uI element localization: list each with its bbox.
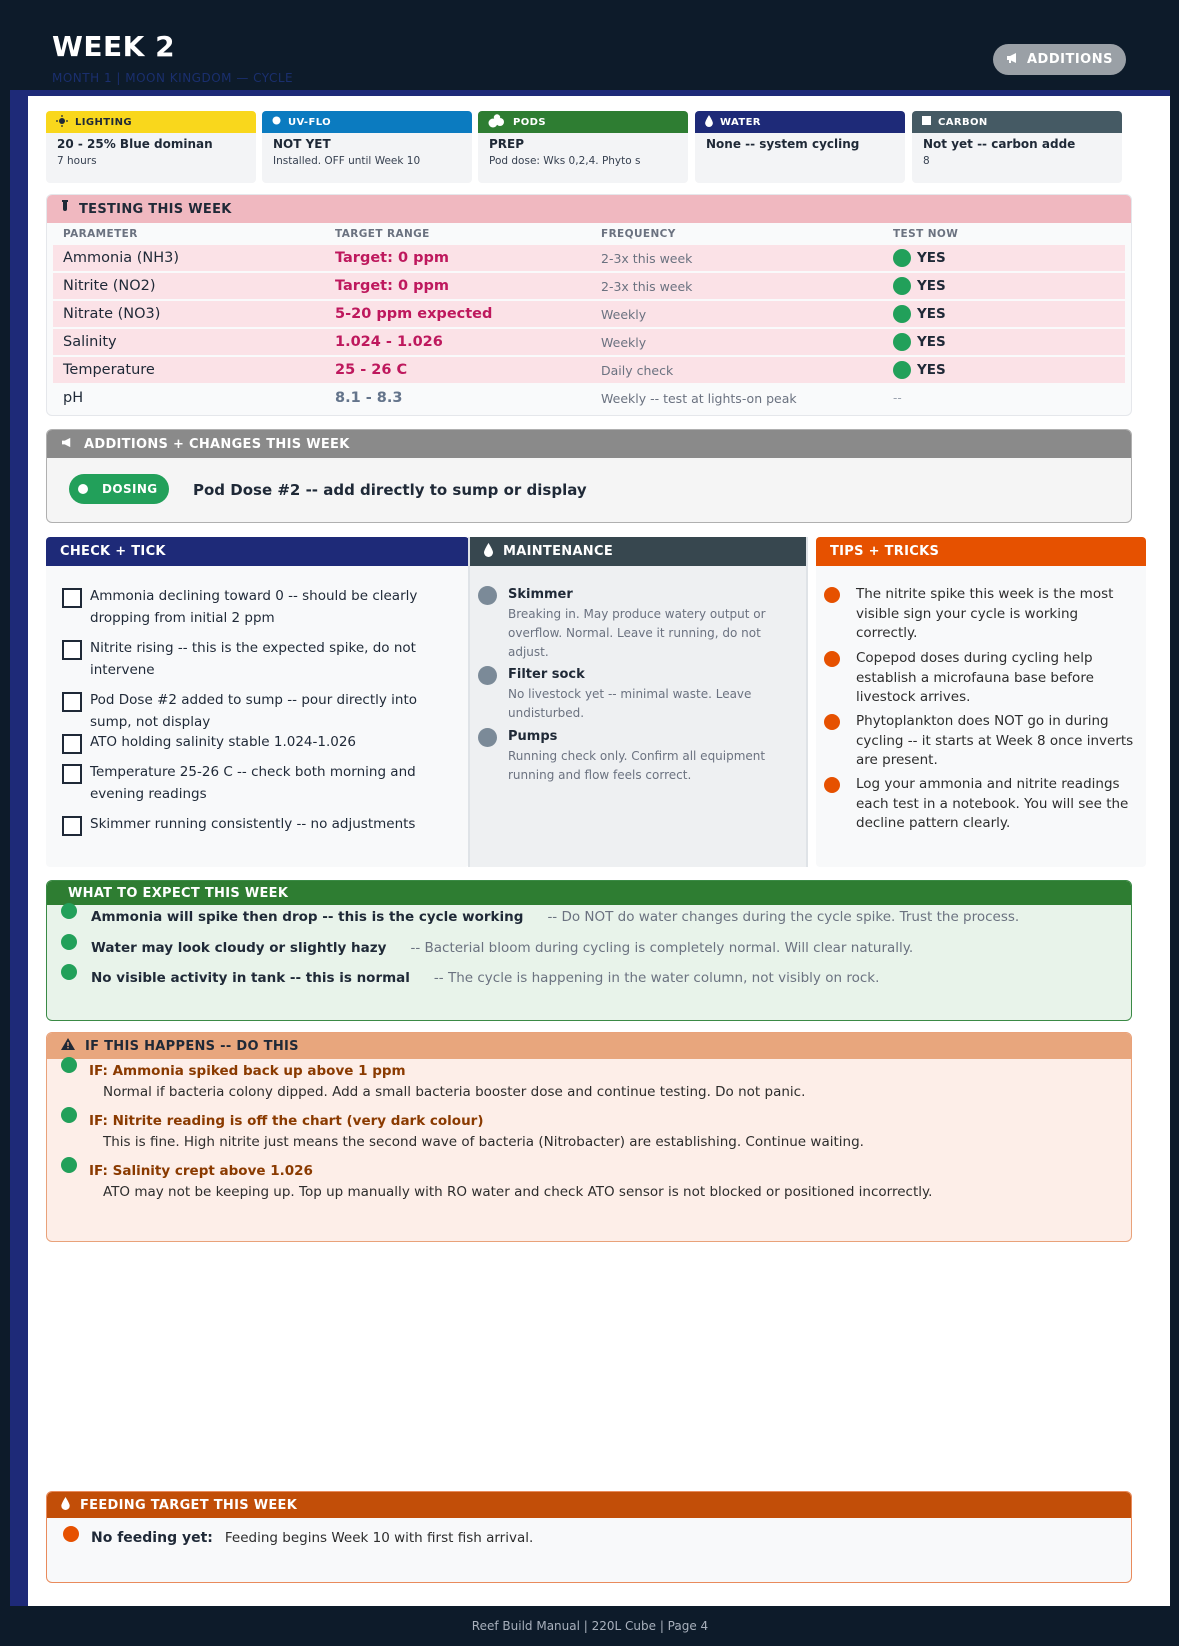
- if-this-section: [46, 1032, 1132, 1242]
- target-cell: 5-20 ppm expected: [335, 306, 493, 322]
- checklist-item[interactable]: [62, 585, 462, 629]
- maintenance-header: [470, 537, 806, 566]
- status-card-value: PREP: [489, 137, 525, 151]
- status-card-sub: 7 hours: [57, 155, 97, 167]
- test-now-cell: [893, 277, 946, 295]
- status-card-header: [478, 111, 688, 133]
- bullet-dot-icon: [478, 586, 497, 605]
- checkbox-icon[interactable]: [62, 588, 82, 608]
- table-row: [53, 245, 1125, 271]
- status-card-sub: Installed. OFF until Week 10: [273, 155, 421, 167]
- test-now-cell: [893, 361, 946, 379]
- expect-item-desc: -- Do NOT do water changes during the cycle spike. Trust the process.: [547, 909, 1020, 925]
- checkbox-icon[interactable]: [62, 640, 82, 660]
- tip-item-text: The nitrite spike this week is the most visible sign your cycle is working correctly.: [856, 586, 1114, 641]
- maintenance-item-title: Filter sock: [508, 667, 585, 682]
- checklist-item-label: Skimmer running consistently -- no adjustments: [90, 816, 416, 832]
- maintenance-title: MAINTENANCE: [503, 544, 614, 559]
- checklist-title: CHECK + TICK: [60, 544, 166, 559]
- status-card-label: UV-FLO: [288, 116, 332, 128]
- additions-button[interactable]: [993, 44, 1126, 75]
- tip-item-text: Log your ammonia and nitrite readings each test in a notebook. You will see the decline pattern clearly.: [856, 776, 1129, 831]
- test-now-cell: [893, 305, 946, 323]
- dosing-badge: [69, 474, 169, 504]
- tip-item: [824, 649, 1134, 708]
- bullet-dot-icon: [824, 777, 840, 793]
- status-card-header: [912, 111, 1122, 133]
- status-dot-icon: [893, 277, 911, 295]
- bullet-dot-icon: [61, 934, 77, 950]
- feeding-header: [47, 1492, 1131, 1518]
- target-cell: 25 - 26 C: [335, 362, 408, 378]
- maintenance-item: [478, 727, 778, 785]
- target-cell: 8.1 - 8.3: [335, 390, 403, 406]
- if-condition: IF: Nitrite reading is off the chart (very dark colour): [89, 1113, 484, 1129]
- page-title: WEEK 2: [52, 30, 176, 63]
- target-cell: 1.024 - 1.026: [335, 334, 443, 350]
- checklist-column: [46, 537, 469, 867]
- frequency-cell: Weekly -- test at lights-on peak: [601, 390, 797, 406]
- parameter-cell: Temperature: [63, 362, 155, 378]
- status-card-water: [695, 111, 905, 183]
- checklist-item[interactable]: [62, 813, 462, 835]
- test-now-cell: [893, 333, 946, 351]
- status-card-lighting: [46, 111, 256, 183]
- target-cell: Target: 0 ppm: [335, 278, 449, 294]
- test-now-label: --: [893, 391, 902, 405]
- frequency-cell: 2-3x this week: [601, 278, 693, 294]
- testing-title: TESTING THIS WEEK: [79, 201, 232, 217]
- expect-item-bold: Water may look cloudy or slightly hazy: [91, 940, 387, 956]
- if-action: Normal if bacteria colony dipped. Add a small bacteria booster dose and continue testing. Do not panic.: [103, 1084, 806, 1100]
- tip-item: [824, 585, 1134, 644]
- tip-item-text: Phytoplankton does NOT go in during cycling -- it starts at Week 8 once inverts are present.: [856, 713, 1134, 768]
- testing-header: [47, 195, 1131, 223]
- checklist-item-label: ATO holding salinity stable 1.024-1.026: [90, 734, 357, 750]
- maintenance-item: [478, 585, 778, 662]
- status-card-value: Not yet -- carbon adde: [923, 137, 1076, 151]
- frequency-cell: Weekly: [601, 334, 647, 350]
- checkbox-icon[interactable]: [62, 734, 82, 754]
- test-now-label: YES: [917, 334, 946, 350]
- if-this-header: [47, 1033, 1131, 1059]
- sun-icon: [56, 115, 68, 130]
- feeding-section: [46, 1491, 1132, 1583]
- test-now-label: YES: [917, 306, 946, 322]
- parameter-cell: Nitrite (NO2): [63, 278, 156, 294]
- status-card-header: [262, 111, 472, 133]
- tips-title: TIPS + TRICKS: [830, 544, 940, 559]
- pods-icon: [488, 114, 506, 131]
- status-card-label: CARBON: [938, 116, 988, 128]
- table-row: [53, 329, 1125, 355]
- if-condition: IF: Ammonia spiked back up above 1 ppm: [89, 1063, 406, 1079]
- checklist-item-label: Temperature 25-26 C -- check both morning and evening readings: [90, 764, 416, 802]
- left-accent-bar: [10, 96, 28, 1606]
- expect-item: [61, 909, 1019, 925]
- status-card-header: [46, 111, 256, 133]
- additions-header: [47, 430, 1131, 458]
- feeding-bold: No feeding yet:: [91, 1530, 213, 1546]
- checklist-item-label: Ammonia declining toward 0 -- should be clearly dropping from initial 2 ppm: [90, 588, 418, 626]
- frequency-cell: Daily check: [601, 362, 674, 378]
- checklist-item[interactable]: [62, 731, 462, 753]
- expect-item: [61, 970, 879, 986]
- frequency-cell: 2-3x this week: [601, 250, 693, 266]
- status-card-sub: Pod dose: Wks 0,2,4. Phyto s: [489, 155, 641, 167]
- column-header: PARAMETER: [63, 228, 138, 240]
- tip-item-text: Copepod doses during cycling help establish a microfauna base before livestock arrives.: [856, 650, 1094, 705]
- status-card-carbon: [912, 111, 1122, 183]
- bullet-dot-icon: [61, 964, 77, 980]
- page-subtitle: MONTH 1 | MOON KINGDOM — CYCLE: [52, 71, 294, 85]
- bullet-dot-icon: [61, 1057, 77, 1073]
- if-action: This is fine. High nitrite just means the second wave of bacteria (Nitrobacter) are establishing. Continue waiting.: [103, 1134, 864, 1150]
- status-card-sub: 8: [923, 155, 930, 167]
- parameter-cell: pH: [63, 390, 84, 406]
- table-row: [53, 357, 1125, 383]
- status-dot-icon: [893, 305, 911, 323]
- expect-item-bold: No visible activity in tank -- this is normal: [91, 970, 410, 986]
- tips-header: [816, 537, 1146, 566]
- bullet-dot-icon: [63, 1526, 79, 1542]
- additions-button-label: ADDITIONS: [1027, 52, 1113, 67]
- testing-table-body: [47, 245, 1131, 411]
- additions-section: [46, 429, 1132, 523]
- additions-title: ADDITIONS + CHANGES THIS WEEK: [84, 436, 350, 452]
- maintenance-item-desc: No livestock yet -- minimal waste. Leave undisturbed.: [508, 687, 752, 720]
- additions-text: Pod Dose #2 -- add directly to sump or display: [193, 481, 587, 499]
- status-card-value: None -- system cycling: [706, 137, 860, 151]
- status-card-sub: [695, 151, 905, 155]
- bullet-dot-icon: [61, 903, 77, 919]
- megaphone-icon: [61, 437, 74, 452]
- tip-item: [824, 775, 1134, 834]
- bullet-dot-icon: [824, 587, 840, 603]
- checkbox-icon[interactable]: [62, 816, 82, 836]
- droplet-icon: [484, 543, 493, 561]
- if-action: ATO may not be keeping up. Top up manually with RO water and check ATO sensor is not blocked or positioned incorrectly.: [103, 1184, 933, 1200]
- target-cell: Target: 0 ppm: [335, 250, 449, 266]
- status-card-label: WATER: [720, 116, 761, 128]
- column-header: TEST NOW: [893, 228, 959, 240]
- bullet-dot-icon: [824, 651, 840, 667]
- testing-section: [46, 194, 1132, 416]
- parameter-cell: Salinity: [63, 334, 117, 350]
- test-now-label: YES: [917, 250, 946, 266]
- tips-column: [816, 537, 1146, 867]
- checklist-item[interactable]: [62, 637, 462, 681]
- expect-title: WHAT TO EXPECT THIS WEEK: [68, 885, 289, 901]
- maintenance-item: [478, 665, 778, 723]
- megaphone-icon: [1006, 52, 1020, 68]
- status-dot-icon: [893, 249, 911, 267]
- checklist-item-label: Pod Dose #2 added to sump -- pour directly into sump, not display: [90, 692, 418, 730]
- status-card-value: NOT YET: [273, 137, 331, 151]
- uv-dot-icon: [272, 116, 281, 128]
- bullet-dot-icon: [61, 1157, 77, 1173]
- expect-item-desc: -- The cycle is happening in the water column, not visibly on rock.: [433, 970, 880, 986]
- bullet-dot-icon: [824, 714, 840, 730]
- status-card-label: LIGHTING: [75, 116, 132, 128]
- expect-item-bold: Ammonia will spike then drop -- this is the cycle working: [91, 909, 524, 925]
- checkbox-icon[interactable]: [62, 692, 82, 712]
- status-card-uv-flo: [262, 111, 472, 183]
- status-dot-icon: [893, 333, 911, 351]
- status-dot-icon: [893, 361, 911, 379]
- tip-item: [824, 712, 1134, 771]
- page-header: [10, 0, 1170, 96]
- checklist-item[interactable]: [62, 761, 462, 805]
- maintenance-item-title: Skimmer: [508, 587, 573, 602]
- table-row: [53, 385, 1125, 411]
- checklist-header: [46, 537, 469, 566]
- bullet-dot-icon: [61, 1107, 77, 1123]
- parameter-cell: Ammonia (NH3): [63, 250, 180, 266]
- bullet-dot-icon: [478, 666, 497, 685]
- status-card-pods: [478, 111, 688, 183]
- status-card-header: [695, 111, 905, 133]
- feeding-line: [63, 1530, 533, 1546]
- if-this-title: IF THIS HAPPENS -- DO THIS: [85, 1038, 299, 1054]
- status-card-label: PODS: [513, 116, 546, 128]
- testing-table-header: [47, 223, 1131, 245]
- maintenance-column: [468, 537, 808, 867]
- test-now-label: YES: [917, 278, 946, 294]
- checkbox-icon[interactable]: [62, 764, 82, 784]
- status-card-value: 20 - 25% Blue dominan: [57, 137, 213, 151]
- dot-icon: [78, 484, 88, 494]
- page-footer: Reef Build Manual | 220L Cube | Page 4: [10, 1606, 1170, 1646]
- test-now-label: YES: [917, 362, 946, 378]
- feeding-text: Feeding begins Week 10 with first fish arrival.: [224, 1530, 534, 1546]
- dosing-badge-label: DOSING: [102, 482, 158, 496]
- test-now-cell: [893, 391, 902, 405]
- water-drop-icon: [705, 115, 713, 130]
- warning-icon: [61, 1038, 75, 1054]
- droplet-icon: [61, 1497, 70, 1514]
- table-row: [53, 301, 1125, 327]
- expect-header: [47, 881, 1131, 905]
- maintenance-item-desc: Running check only. Confirm all equipment running and flow feels correct.: [508, 749, 766, 782]
- checklist-item[interactable]: [62, 689, 462, 733]
- expect-section: [46, 880, 1132, 1021]
- table-row: [53, 273, 1125, 299]
- frequency-cell: Weekly: [601, 306, 647, 322]
- parameter-cell: Nitrate (NO3): [63, 306, 161, 322]
- maintenance-item-desc: Breaking in. May produce watery output or overflow. Normal. Leave it running, do not adjust.: [508, 607, 766, 659]
- column-header: TARGET RANGE: [335, 228, 430, 240]
- expect-item: [61, 940, 913, 956]
- column-header: FREQUENCY: [601, 228, 676, 240]
- expect-item-desc: -- Bacterial bloom during cycling is completely normal. Will clear naturally.: [410, 940, 914, 956]
- if-condition: IF: Salinity crept above 1.026: [89, 1163, 313, 1179]
- checklist-item-label: Nitrite rising -- this is the expected spike, do not intervene: [90, 640, 416, 678]
- carbon-square-icon: [922, 116, 931, 128]
- test-now-cell: [893, 249, 946, 267]
- test-tube-icon: [61, 200, 69, 218]
- feeding-title: FEEDING TARGET THIS WEEK: [80, 1497, 298, 1513]
- maintenance-item-title: Pumps: [508, 729, 558, 744]
- manual-page: [10, 0, 1170, 1646]
- bullet-dot-icon: [478, 728, 497, 747]
